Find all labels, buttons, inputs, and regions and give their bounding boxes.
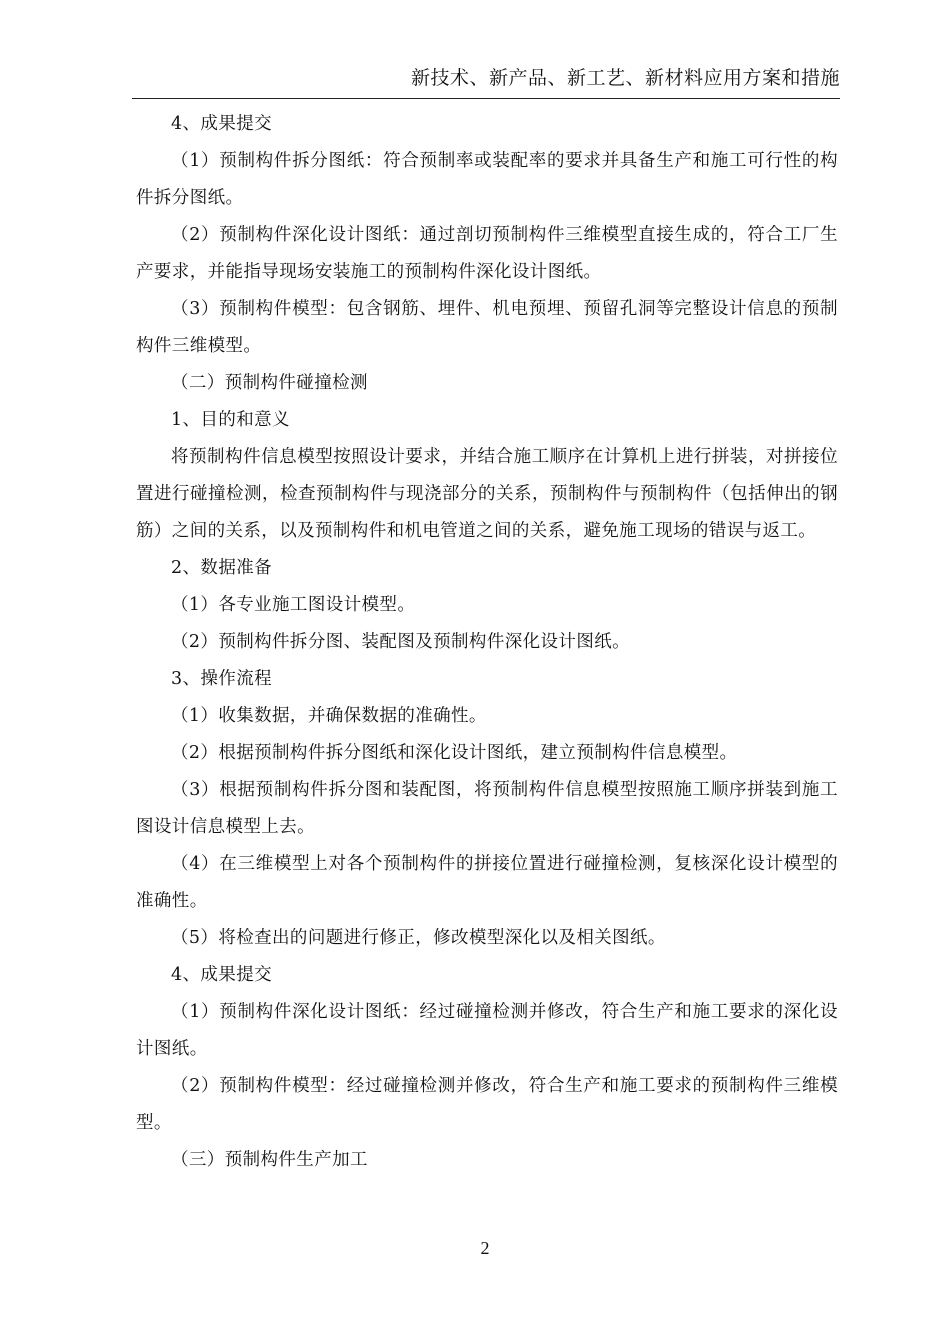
section-heading: 1、目的和意义	[171, 410, 290, 430]
list-item: （1）收集数据，并确保数据的准确性。	[171, 706, 487, 726]
section-heading: 3、操作流程	[171, 669, 273, 689]
list-item: （2）根据预制构件拆分图纸和深化设计图纸，建立预制构件信息模型。	[171, 743, 738, 763]
header-title: 新技术、新产品、新工艺、新材料应用方案和措施	[410, 67, 840, 89]
list-item: （2）预制构件拆分图、装配图及预制构件深化设计图纸。	[171, 632, 631, 652]
list-item: （3）根据预制构件拆分图和装配图，将预制构件信息模型按照施工顺序拼装到施工图设计信息模型上去。	[136, 780, 838, 837]
list-item: （4）在三维模型上对各个预制构件的拼接位置进行碰撞检测，复核深化设计模型的准确性。	[136, 854, 838, 911]
section-heading: 4、成果提交	[171, 114, 273, 134]
list-item: （5）将检查出的问题进行修正，修改模型深化以及相关图纸。	[171, 928, 666, 948]
page-number: 2	[480, 1238, 490, 1258]
chapter-heading: （三）预制构件生产加工	[171, 1150, 368, 1170]
list-item: （1）各专业施工图设计模型。	[171, 595, 416, 615]
list-item: （1）预制构件拆分图纸：符合预制率或装配率的要求并具备生产和施工可行性的构件拆分图纸。	[136, 151, 838, 208]
section-heading: 4、成果提交	[171, 965, 273, 985]
list-item: （2）预制构件深化设计图纸：通过剖切预制构件三维模型直接生成的，符合工厂生产要求，并能指导现场安装施工的预制构件深化设计图纸。	[136, 225, 838, 282]
list-item: （3）预制构件模型：包含钢筋、埋件、机电预埋、预留孔洞等完整设计信息的预制构件三维模型。	[136, 299, 838, 356]
section-heading: 2、数据准备	[171, 558, 273, 578]
document-body	[136, 106, 838, 1179]
list-item: （1）预制构件深化设计图纸：经过碰撞检测并修改，符合生产和施工要求的深化设计图纸。	[136, 1002, 838, 1059]
page-header	[132, 64, 840, 99]
chapter-heading: （二）预制构件碰撞检测	[171, 373, 368, 393]
body-paragraph: 将预制构件信息模型按照设计要求，并结合施工顺序在计算机上进行拼装，对拼接位置进行碰撞检测，检查预制构件与现浇部分的关系，预制构件与预制构件（包括伸出的钢筋）之间的关系，以及预制构件和机电管道之间的关系，避免施工现场的错误与返工。	[136, 447, 838, 541]
list-item: （2）预制构件模型：经过碰撞检测并修改，符合生产和施工要求的预制构件三维模型。	[136, 1076, 838, 1133]
